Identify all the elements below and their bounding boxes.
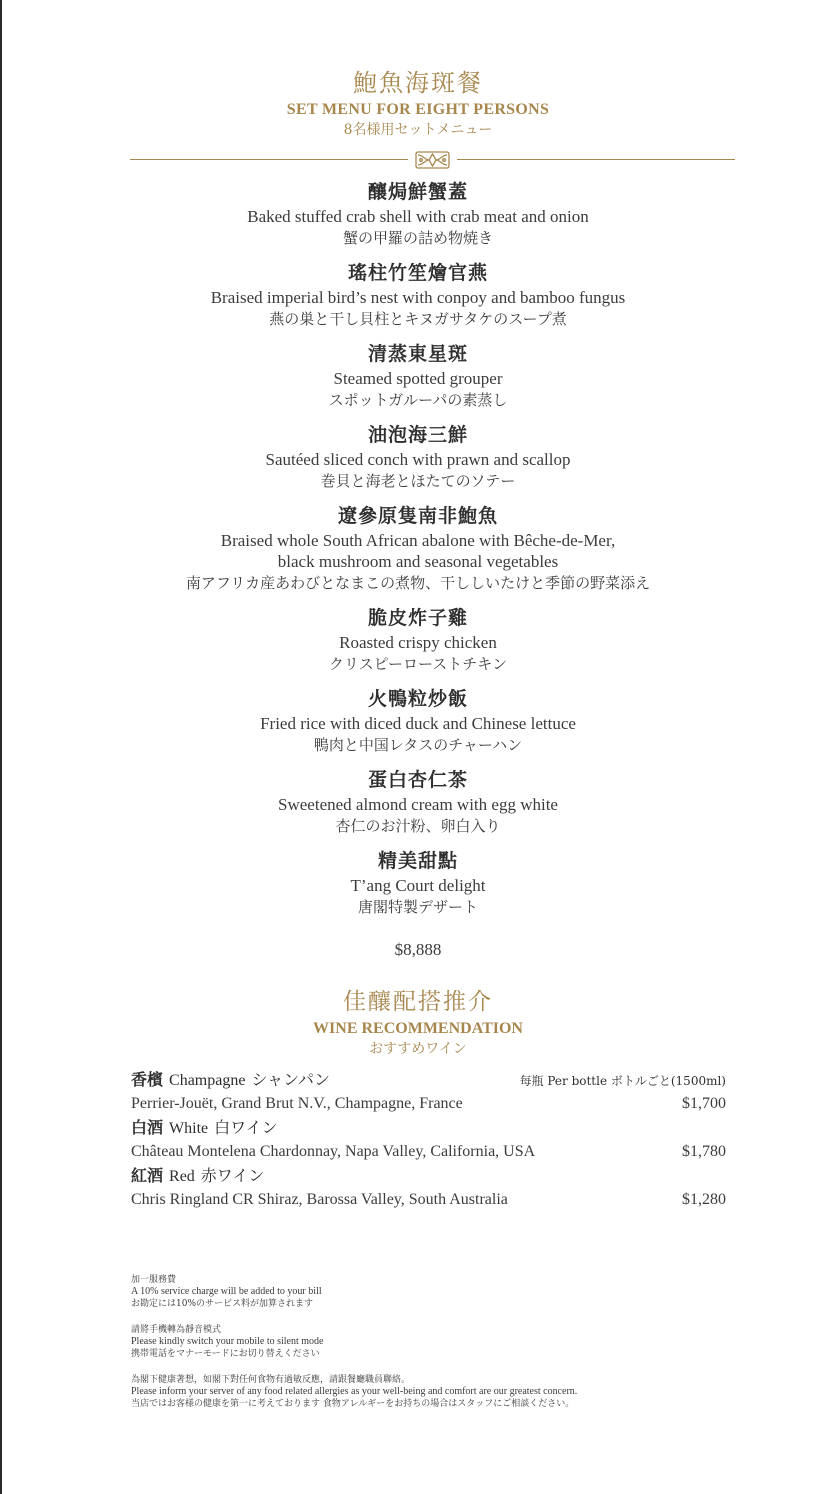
note-en: Please kindly switch your mobile to silent mode [131,1336,324,1347]
dish-name-zh: 精美甜點 [377,850,458,872]
service-charge-note [131,1274,731,1310]
wine-item [131,1116,726,1164]
wine-category-zh: 白酒 [131,1118,164,1137]
wine-price: $1,780 [682,1143,726,1160]
dish-name-zh: 蛋白杏仁茶 [367,769,468,791]
menu-title-zh: 鮑魚海斑餐 [353,69,483,97]
wine-item [131,1164,726,1212]
wine-list [131,1068,726,1212]
wine-line [131,1092,726,1116]
silent-mode-note [131,1324,731,1360]
dish-name-ja: 蟹の甲羅の詰め物焼き [342,229,493,247]
menu-title-ja: 8名様用セットメニュー [343,122,493,138]
dish-item [0,340,836,411]
note-en: Please inform your server of any food related allergies as your well-being and comfort are our greatest concern. [131,1386,578,1397]
dish-name-en: Sweetened almond cream with egg white [278,795,558,814]
note-ja: お勘定には10%のサービス料が加算されます [131,1299,314,1309]
wine-category-ja: 白ワイン [214,1118,278,1137]
note-ja: 当店ではお客様の健康を第一に考えております 食物アレルギーをお持ちの場合はスタッフにご相談ください。 [131,1399,575,1409]
dish-name-zh: 遼參原隻南非鮑魚 [337,505,498,527]
allergy-note [131,1374,731,1410]
dish-list [0,178,836,928]
set-menu-price: $8,888 [394,940,442,959]
wine-title-en: WINE RECOMMENDATION [313,1020,523,1037]
wine-line [131,1188,726,1212]
per-bottle-label: 每瓶 Per bottle ボトルごと(1500ml) [519,1074,726,1088]
dish-name-ja: 南アフリカ産あわびとなまこの煮物、干ししいたけと季節の野菜添え [185,574,651,592]
dish-name-en: Baked stuffed crab shell with crab meat and onion [247,207,589,226]
dish-name-en: Fried rice with diced duck and Chinese lettuce [260,714,576,733]
dish-name-ja: クリスピーローストチキン [328,655,508,673]
menu-title-en: SET MENU FOR EIGHT PERSONS [286,101,550,118]
wine-category-ja: シャンパン [251,1070,330,1089]
wine-category [131,1116,726,1140]
note-zh: 為閣下健康著想，如閣下對任何食物有過敏反應，請跟餐廳職員聯絡。 [131,1375,411,1385]
flourish-ornament-icon [414,149,451,171]
dish-name-zh: 火鴨粒炒飯 [367,688,468,710]
wine-category-ja: 赤ワイン [200,1166,265,1185]
dish-name-en: Steamed spotted grouper [333,369,503,388]
dish-name-ja: 杏仁のお汁粉、卵白入り [335,817,501,835]
ornamental-divider [130,149,735,171]
dish-item [0,604,836,675]
dish-item [0,847,836,918]
footer-notes [131,1274,731,1424]
note-ja: 携帯電話をマナーモードにお切り替えください [131,1349,320,1359]
dish-name-en: Roasted crispy chicken [339,633,497,652]
dish-name-en: Sautéed sliced conch with prawn and scallop [265,450,571,469]
wine-price: $1,700 [682,1095,726,1112]
dish-name-zh: 脆皮炸子雞 [367,607,468,629]
wine-category-en: Red [169,1168,195,1185]
note-zh: 加一服務費 [131,1275,177,1285]
dish-name-en: T’ang Court delight [350,876,486,895]
note-zh: 請將手機轉為靜音模式 [131,1325,222,1335]
wine-category-en: Champagne [169,1072,246,1089]
wine-category-zh: 香檳 [131,1070,164,1089]
wine-category-en: White [169,1120,209,1137]
wine-line [131,1140,726,1164]
dish-item [0,685,836,756]
wine-price: $1,280 [682,1191,726,1208]
dish-name-ja: 唐閣特製デザート [357,898,478,916]
wine-name: Château Montelena Chardonnay, Napa Valley, California, USA [131,1143,536,1160]
wine-name: Chris Ringland CR Shiraz, Barossa Valley, South Australia [131,1191,508,1208]
wine-name: Perrier-Jouët, Grand Brut N.V., Champagne, France [131,1095,463,1112]
dish-name-ja: 鴨肉と中国レタスのチャーハン [313,736,523,754]
wine-category [131,1164,726,1188]
dish-item [0,502,836,594]
dish-name-zh: 清蒸東星斑 [367,343,468,365]
wine-category-zh: 紅酒 [131,1166,164,1185]
wine-title-zh: 佳釀配搭推介 [343,989,493,1015]
divider-line-right [457,159,735,160]
dish-name-en-line2: black mushroom and seasonal vegetables [277,552,559,571]
dish-name-ja: 巻貝と海老とほたてのソテー [320,472,516,490]
dish-item [0,178,836,249]
wine-item [131,1068,726,1116]
dish-item [0,421,836,492]
menu-header [0,66,836,140]
divider-line-left [130,159,408,160]
dish-name-en: Braised imperial bird’s nest with conpoy and bamboo fungus [210,288,626,307]
wine-header [0,985,836,1059]
dish-item [0,259,836,330]
dish-name-en: Braised whole South African abalone with Bêche-de-Mer, [220,531,616,550]
dish-item [0,766,836,837]
dish-name-ja: 燕の巣と干し貝柱とキヌガサタケのスープ煮 [269,310,567,328]
note-en: A 10% service charge will be added to your bill [131,1286,322,1297]
wine-title-ja: おすすめワイン [369,1041,467,1057]
dish-name-ja: スポットガルーパの素蒸し [328,391,508,409]
dish-name-zh: 油泡海三鮮 [367,424,468,446]
dish-name-zh: 瑤柱竹笙燴官燕 [347,262,488,284]
dish-name-zh: 釀焗鮮蟹蓋 [367,181,468,203]
